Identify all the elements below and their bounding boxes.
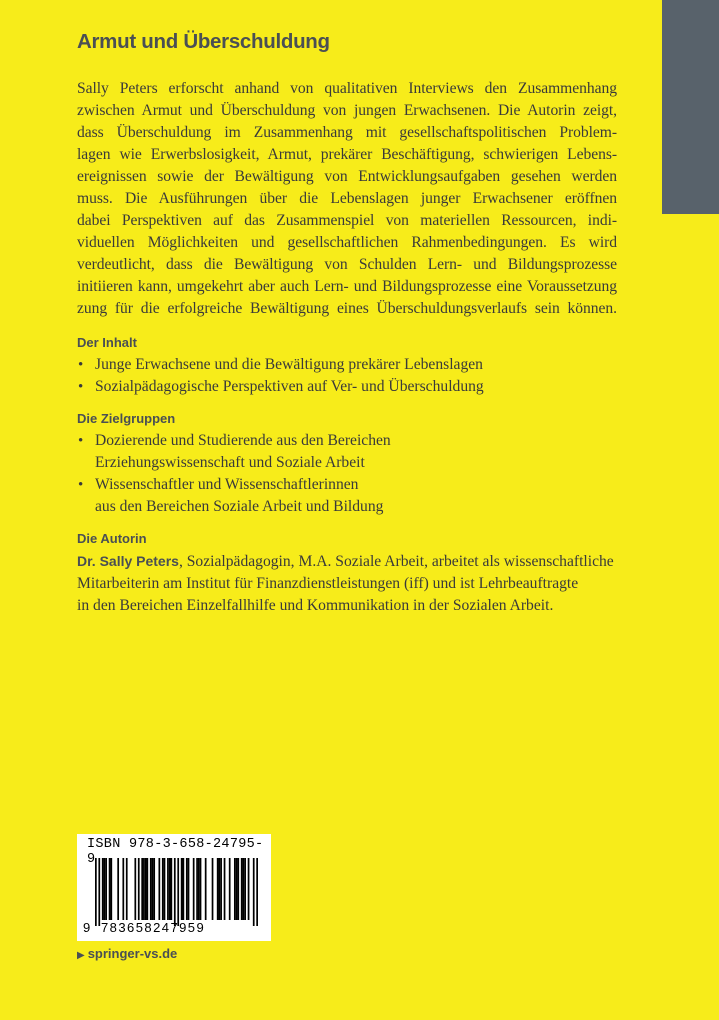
section-zielgruppen [77,410,617,518]
barcode-bar [146,858,148,920]
description-line: dabei Perspektiven auf das Zusammenspiel von materiellen Ressourcen, indi- [77,212,617,229]
barcode-bar [104,858,106,920]
barcode-bar [169,858,171,920]
list-item-text: Junge Erwachsene und die Bewältigung prekärer Lebenslagen [95,356,483,373]
barcode-bar [186,858,188,920]
barcode-bar [102,858,104,920]
author-name: Dr. Sally Peters [77,553,179,569]
barcode-bar [150,858,152,920]
description-line: muss. Die Ausführungen über die Lebenslagen junger Erwachsener eröffnen [77,190,617,207]
section-heading-zielgruppen: Die Zielgruppen [77,411,176,426]
inhalt-list [77,354,617,398]
barcode-bar [105,858,107,920]
barcode-bar [200,858,202,920]
author-bio-line: in den Bereichen Einzelfallhilfe und Kommunikation in der Sozialen Arbeit. [77,597,554,614]
barcode-bar [134,858,136,920]
barcode-bar [164,858,166,920]
bullet-icon: • [78,477,84,493]
barcode-bars [95,858,258,926]
section-heading-inhalt: Der Inhalt [77,335,137,350]
barcode-bar [141,858,143,920]
section-heading-autorin: Die Autorin [77,531,147,546]
barcode-bar [109,858,111,920]
author-bio-first: , Sozialpädagogin, M.A. Soziale Arbeit, arbeitet als wissenschaftliche [178,553,614,570]
list-item-text: Erziehungswissenschaft und Soziale Arbeit [95,454,365,471]
barcode-bar [220,858,222,920]
barcode-bar [244,858,246,920]
description-line: zung für die erfolgreiche Bewältigung eines Überschuldungsverlaufs sein können. [77,300,617,317]
barcode-bar [237,858,239,920]
barcode-bar [205,858,207,920]
barcode-bar [217,858,219,920]
list-item [77,474,617,518]
barcode-bar [170,858,172,920]
barcode-bar [177,858,179,926]
barcode-bar [256,858,258,926]
zielgruppen-list [77,430,617,518]
barcode-bar [110,858,112,920]
barcode-bar [162,858,164,920]
barcode-bar [253,858,255,926]
barcode-bar [248,858,250,920]
description-line: initiieren kann, umgekehrt aber auch Lern- und Bildungsprozesse eine Voraussetzung [77,278,617,295]
barcode-bar [126,858,128,920]
description-line: dass Überschuldung im Zusammenhang mit gesellschaftspolitischen Problem- [77,124,617,141]
barcode-bar [198,858,200,920]
barcode-bar [188,858,190,920]
barcode-bar [95,858,97,926]
barcode-bar [224,858,226,920]
description-line: verdeutlicht, dass die Bewältigung von Schulden Lern- und Bildungsprozesse [77,256,617,273]
bullet-icon: • [78,379,84,395]
bullet-icon: • [78,433,84,449]
author-bio [77,550,617,617]
description-line: viduellen Möglichkeiten und gesellschaftlichen Rahmenbedingungen. Es wird [77,234,617,251]
publisher-website[interactable] [77,946,177,961]
description-line: lagen wie Erwerbslosigkeit, Armut, prekärer Beschäftigung, schwierigen Lebens- [77,146,617,163]
list-item [77,354,617,376]
bullet-icon: • [78,357,84,373]
website-text: springer-vs.de [87,946,178,961]
barcode-bar [174,858,176,926]
ean-digits: 783658247959 [101,920,206,935]
isbn-barcode [77,834,271,941]
description-line: ereignissen sowie der Bewältigung von Entwicklungsaufgaben gesehen werden [77,168,617,185]
barcode-bar [234,858,236,920]
barcode-bar [196,858,198,920]
list-item-text: aus den Bereichen Soziale Arbeit und Bildung [95,498,384,515]
author-bio-line: Mitarbeiterin am Institut für Finanzdienstleistungen (iff) und ist Lehrbeauftragte [77,575,579,592]
list-item-text: Wissenschaftler und Wissenschaftlerinnen [95,476,359,493]
barcode-bar [153,858,155,920]
isbn-label: ISBN 978-3-658-24795-9 [87,837,264,867]
barcode-bar [117,858,119,920]
barcode-bar [229,858,231,920]
barcode-bar [236,858,238,920]
list-item [77,430,617,474]
barcode-bar [219,858,221,920]
list-item [77,376,617,398]
barcode-bar [243,858,245,920]
barcode-bar [212,858,214,920]
list-item-text: Sozialpädagogische Perspektiven auf Ver- und Überschuldung [95,378,484,395]
arrow-right-icon: ▶ [77,950,85,961]
barcode-bar [122,858,124,920]
barcode-bar [183,858,185,920]
barcode-bar [193,858,195,920]
section-inhalt [77,334,617,398]
description-line: zwischen Armut und Überschuldung von jungen Erwachsenen. Die Autorin zeigt, [77,102,617,119]
barcode-bar [138,858,140,920]
barcode-bar [143,858,145,920]
section-autorin [77,530,617,617]
barcode-bar [145,858,147,920]
barcode-bar [241,858,243,920]
ean-first-digit: 9 [83,920,91,935]
back-cover-content [77,30,617,617]
description [77,78,617,320]
barcode-bar [158,858,160,920]
side-color-band [662,0,719,214]
barcode-bar [152,858,154,920]
description-line: Sally Peters erforscht anhand von qualitativen Interviews den Zusammenhang [77,80,617,97]
list-item-text: Dozierende und Studierende aus den Bereichen [95,432,391,449]
barcode-bar [98,858,100,926]
author-bio-line [77,550,617,573]
book-title: Armut und Überschuldung [77,30,330,53]
barcode-bar [167,858,169,920]
barcode-bar [181,858,183,920]
